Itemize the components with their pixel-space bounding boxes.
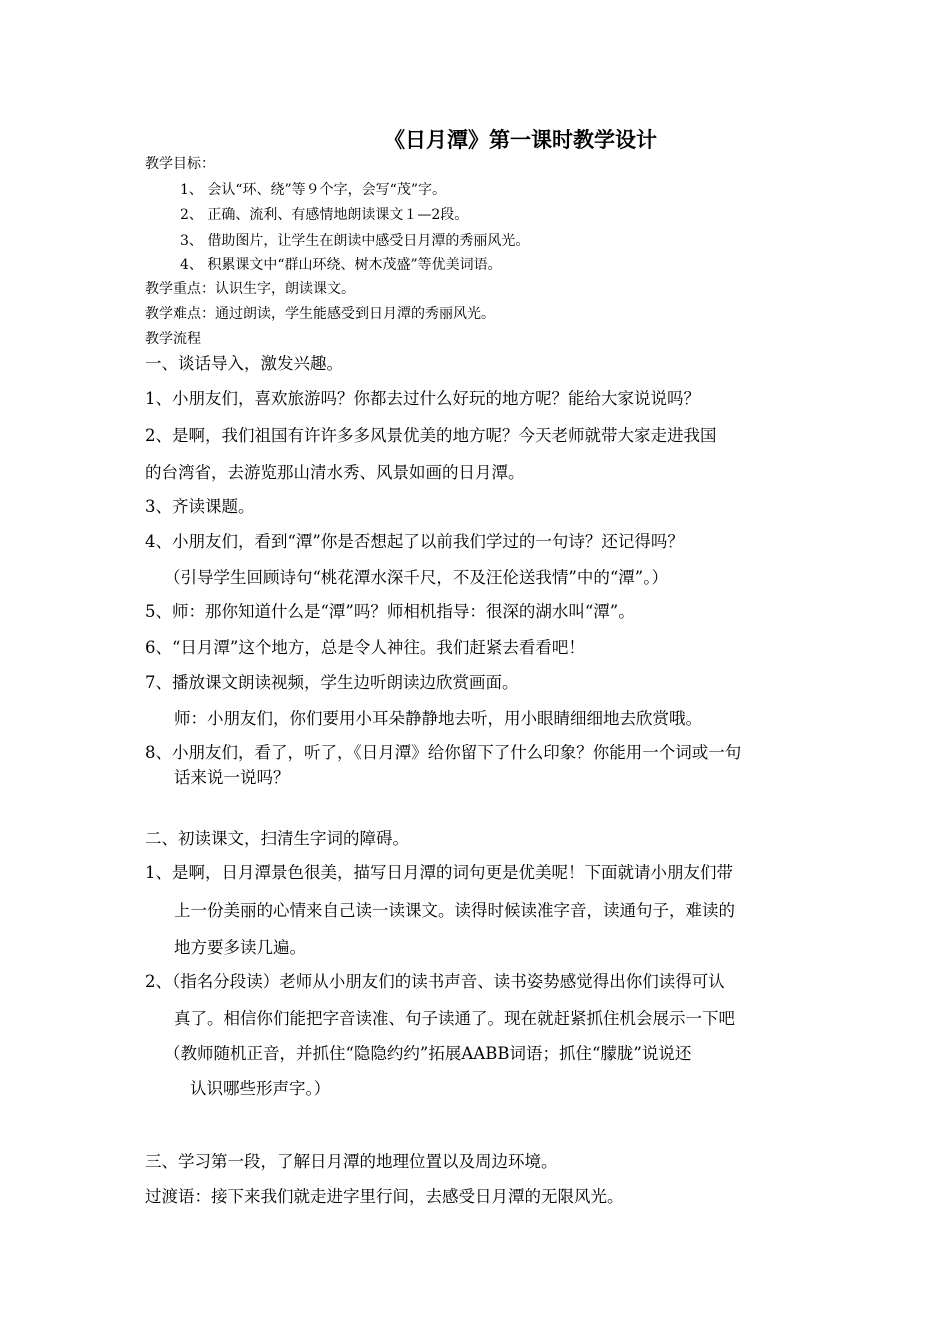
objective-item: 1、 会认“环、绕”等９个字，会写“茂”字。: [180, 182, 446, 198]
process-heading: 教学流程: [145, 331, 201, 347]
paragraph-line: 2、是啊，我们祖国有许许多多风景优美的地方呢？今天老师就带大家走进我国: [145, 426, 717, 445]
section-heading: 一、谈话导入，激发兴趣。: [145, 354, 343, 373]
paragraph-line: 1、是啊，日月潭景色很美，描写日月潭的词句更是优美呢！下面就请小朋友们带: [145, 863, 733, 882]
paragraph-line: 1、小朋友们，喜欢旅游吗？你都去过什么好玩的地方呢？能给大家说说吗？: [145, 389, 700, 408]
objective-item: 3、 借助图片，让学生在朗读中感受日月潭的秀丽风光。: [180, 233, 530, 249]
section-heading: 三、学习第一段，了解日月潭的地理位置以及周边环境。: [145, 1152, 558, 1171]
objective-item: 2、 正确、流利、有感情地朗读课文１—2段。: [180, 207, 469, 223]
paragraph-line: 上一份美丽的心情来自己读一读课文。读得时候读准字音，读通句子，难读的: [174, 901, 735, 920]
objective-item: 4、 积累课文中“群山环绕、树木茂盛”等优美词语。: [180, 257, 502, 273]
paragraph-line: 话来说一说吗？: [174, 768, 290, 787]
paragraph-line: 真了。相信你们能把字音读准、句子读通了。现在就赶紧抓住机会展示一下吧: [174, 1009, 735, 1028]
paragraph-line: 7、播放课文朗读视频，学生边听朗读边欣赏画面。: [145, 673, 519, 692]
key-point: 教学重点：认识生字，朗读课文。: [145, 281, 355, 297]
difficulty: 教学难点：通过朗读，学生能感受到日月潭的秀丽风光。: [145, 306, 495, 322]
paragraph-line: 8、小朋友们，看了，听了，《日月潭》给你留下了什么印象？你能用一个词或一句: [145, 743, 742, 762]
paragraph-line: 地方要多读几遍。: [174, 938, 306, 957]
paragraph-line: 认识哪些形声字。）: [190, 1079, 331, 1098]
paragraph-line: （教师随机正音，并抓住“隐隐约约”拓展AABB词语；抓住“朦胧”说说还: [164, 1044, 692, 1063]
paragraph-line: 3、齐读课题。: [145, 497, 255, 516]
paragraph-line: 4、小朋友们，看到“潭”你是否想起了以前我们学过的一句诗？还记得吗？: [145, 532, 684, 551]
document-title: 《日月潭》第一课时教学设计: [384, 127, 657, 152]
section-heading: 二、初读课文，扫清生字词的障碍。: [145, 829, 409, 848]
paragraph-line: 师：小朋友们，你们要用小耳朵静静地去听，用小眼睛细细地去欣赏哦。: [174, 709, 702, 728]
objectives-heading: 教学目标：: [145, 156, 215, 172]
paragraph-line: 6、“日月潭”这个地方，总是令人神往。我们赶紧去看看吧！: [145, 638, 585, 657]
paragraph-line: 的台湾省，去游览那山清水秀、风景如画的日月潭。: [145, 463, 525, 482]
paragraph-line: （引导学生回顾诗句“桃花潭水深千尺，不及汪伦送我情”中的“潭”。）: [164, 568, 668, 587]
paragraph-line: 过渡语：接下来我们就走进字里行间，去感受日月潭的无限风光。: [145, 1187, 624, 1206]
paragraph-line: 5、师：那你知道什么是“潭”吗？师相机指导：很深的湖水叫“潭”。: [145, 602, 635, 621]
paragraph-line: 2、（指名分段读）老师从小朋友们的读书声音、读书姿势感觉得出你们读得可认: [145, 972, 725, 991]
